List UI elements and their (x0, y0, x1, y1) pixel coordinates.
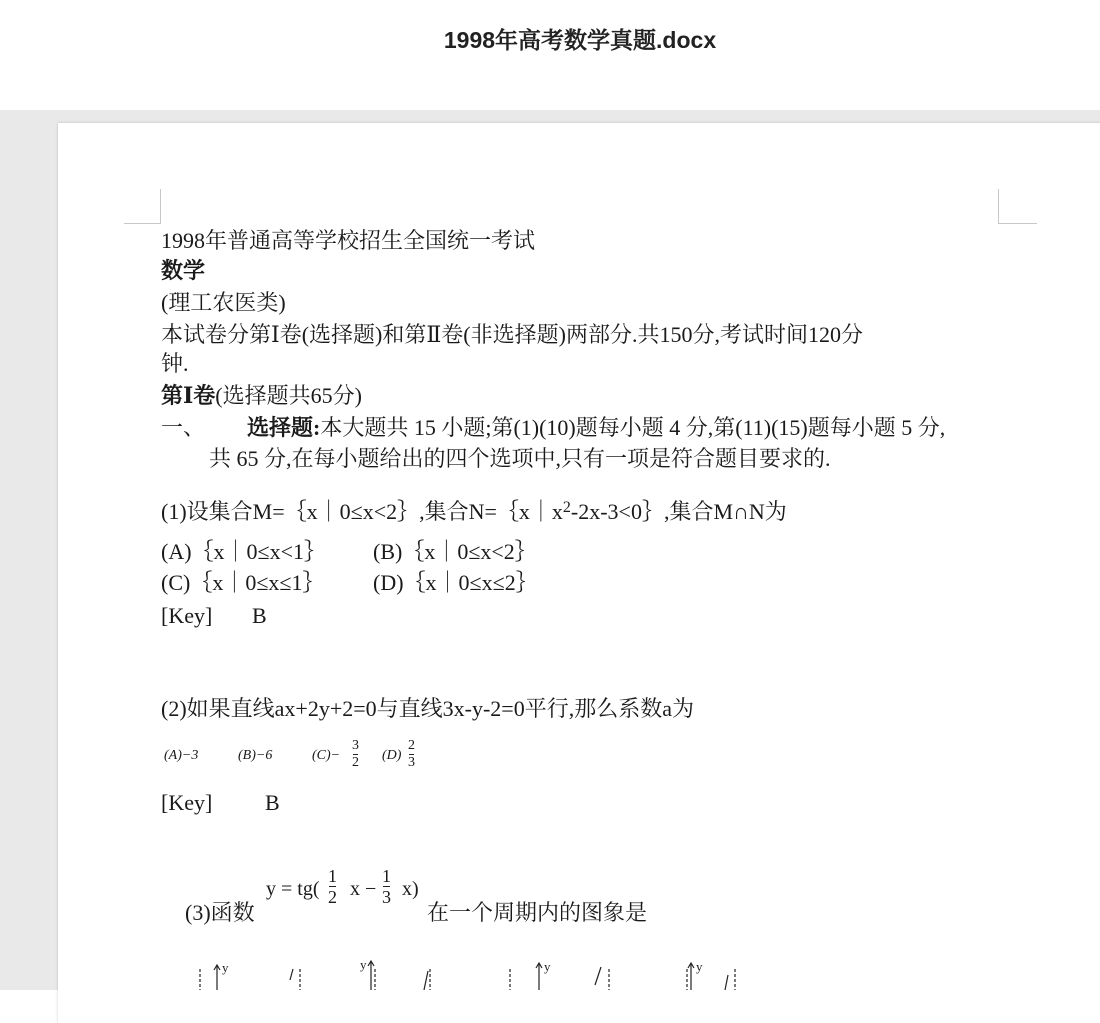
question-1-option-b: (B)｛x｜0≤x<2｝ (373, 539, 537, 564)
question-2-option-c-fraction (352, 738, 359, 771)
question-1-stem (161, 493, 787, 527)
part-one-heading (161, 381, 362, 411)
exam-subject: 数学 (161, 258, 206, 283)
section-one-line-2: 共 65 分,在每小题给出的四个选项中,只有一项是符合题目要求的. (209, 446, 831, 471)
question-2-stem: (2)如果直线ax+2y+2=0与直线3x-y-2=0平行,那么系数a为 (161, 696, 694, 721)
question-2-key-value: B (265, 790, 280, 815)
margin-corner-top-right (998, 189, 1037, 224)
part-one-rest: (选择题共65分) (215, 383, 362, 408)
fraction-numerator: 2 (408, 738, 415, 753)
question-1-stem-post: -2x-3<0｝,集合M∩N为 (570, 499, 787, 524)
question-1-option-c: (C)｛x｜0≤x≤1｝ (161, 570, 325, 595)
question-1-option-a: (A)｛x｜0≤x<1｝ (161, 539, 327, 564)
fraction-denominator: 2 (352, 755, 359, 770)
equation-suffix: x) (402, 878, 419, 900)
graph-c-axis-label: y (544, 959, 551, 974)
question-2-option-b: (B)−6 (238, 748, 273, 763)
graph-a-axis-label: y (222, 960, 229, 975)
fraction-numerator: 1 (328, 866, 337, 886)
section-bold: 选择题: (247, 415, 321, 440)
equation-prefix: y = tg( (266, 878, 320, 900)
equation-middle: x − (350, 878, 377, 900)
fraction-denominator: 3 (408, 755, 415, 770)
question-1-option-d: (D)｛x｜0≤x≤2｝ (373, 570, 538, 595)
fraction-numerator: 3 (352, 738, 359, 753)
question-1-key-label: [Key] (161, 603, 213, 628)
section-one-line-1 (161, 413, 945, 443)
question-1-stem-pre: (1)设集合M=｛x｜0≤x<2｝,集合N=｛x｜x (161, 499, 563, 524)
question-2-option-d-label: (D) (382, 748, 402, 763)
question-1-superscript: 2 (562, 499, 571, 516)
part-one-bold: 第Ⅰ卷 (161, 383, 216, 408)
question-1-key-value: B (252, 603, 267, 628)
exam-intro-line-1: 本试卷分第Ⅰ卷(选择题)和第Ⅱ卷(非选择题)两部分.共150分,考试时间120分 (161, 322, 863, 347)
question-2-option-a: (A)−3 (164, 748, 199, 763)
graph-d-axis-label: y (696, 959, 703, 974)
question-2-key-label: [Key] (161, 790, 213, 815)
document-title: 1998年高考数学真题.docx (443, 27, 717, 53)
equation-fraction-1 (328, 866, 337, 907)
exam-category: (理工农医类) (161, 290, 286, 315)
exam-heading: 1998年普通高等学校招生全国统一考试 (161, 228, 536, 253)
fraction-numerator: 1 (382, 866, 391, 886)
question-3-tail: 在一个周期内的图象是 (427, 900, 648, 925)
exam-intro-line-2: 钟. (161, 351, 189, 376)
margin-corner-top-left (124, 189, 161, 224)
fraction-denominator: 2 (328, 887, 337, 907)
question-2-option-d-fraction (408, 738, 415, 771)
section-number: 一、 (161, 415, 206, 440)
equation-fraction-2 (382, 866, 391, 907)
title-bar (0, 0, 1100, 110)
graph-b-axis-label: y (360, 957, 367, 972)
question-3-graph-options (190, 955, 750, 990)
section-text-1: 本大题共 15 小题;第(1)(10)题每小题 4 分,第(11)(15)题每小题 5 分, (320, 415, 946, 440)
question-3-label: (3)函数 (185, 900, 255, 925)
question-2-option-c-label: (C)− (312, 748, 341, 763)
fraction-denominator: 3 (382, 887, 391, 907)
